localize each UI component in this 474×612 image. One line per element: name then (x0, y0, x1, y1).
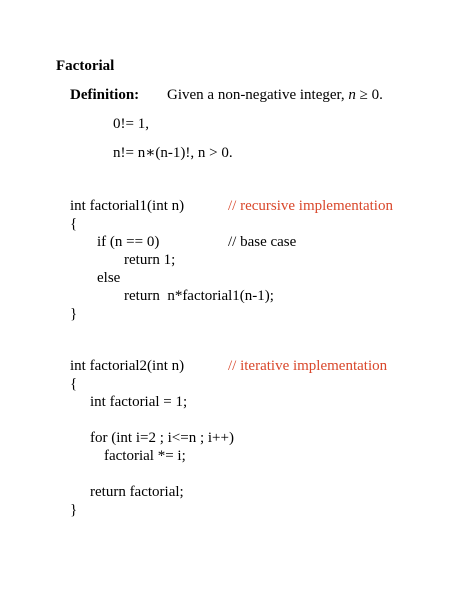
factorial1-if-comment: // base case (228, 234, 297, 250)
factorial2-signature: int factorial2(int n) (70, 358, 185, 374)
factorial2-return-line: return factorial; (90, 484, 184, 500)
definition-text-before: Given a non-negative integer, (167, 87, 349, 103)
factorial2-close-brace: } (70, 502, 78, 518)
factorial1-comment: // recursive implementation (228, 198, 393, 214)
definition-text (167, 86, 383, 104)
factorial1-return-base: return 1; (124, 252, 176, 268)
factorial2-loop-body: factorial *= i; (104, 448, 186, 464)
factorial2-comment: // iterative implementation (228, 358, 388, 374)
definition-variable: n (348, 87, 356, 103)
definition-recurrence: n!= n∗(n-1)!, n > 0. (113, 145, 233, 161)
factorial2-declaration: int factorial = 1; (90, 394, 188, 410)
factorial1-open-brace: { (70, 216, 78, 232)
factorial2-open-brace: { (70, 376, 78, 392)
definition-label: Definition: (70, 87, 140, 103)
definition-base-case: 0!= 1, (113, 116, 149, 132)
factorial1-if-line: if (n == 0) (97, 234, 160, 250)
factorial2-for-line: for (int i=2 ; i<=n ; i++) (90, 430, 234, 446)
factorial1-else-line: else (97, 270, 121, 286)
factorial1-signature: int factorial1(int n) (70, 198, 185, 214)
factorial1-return-recursive: return n*factorial1(n-1); (124, 288, 274, 304)
factorial1-close-brace: } (70, 306, 78, 322)
definition-text-after: ≥ 0. (355, 87, 383, 103)
page-title: Factorial (56, 58, 115, 74)
